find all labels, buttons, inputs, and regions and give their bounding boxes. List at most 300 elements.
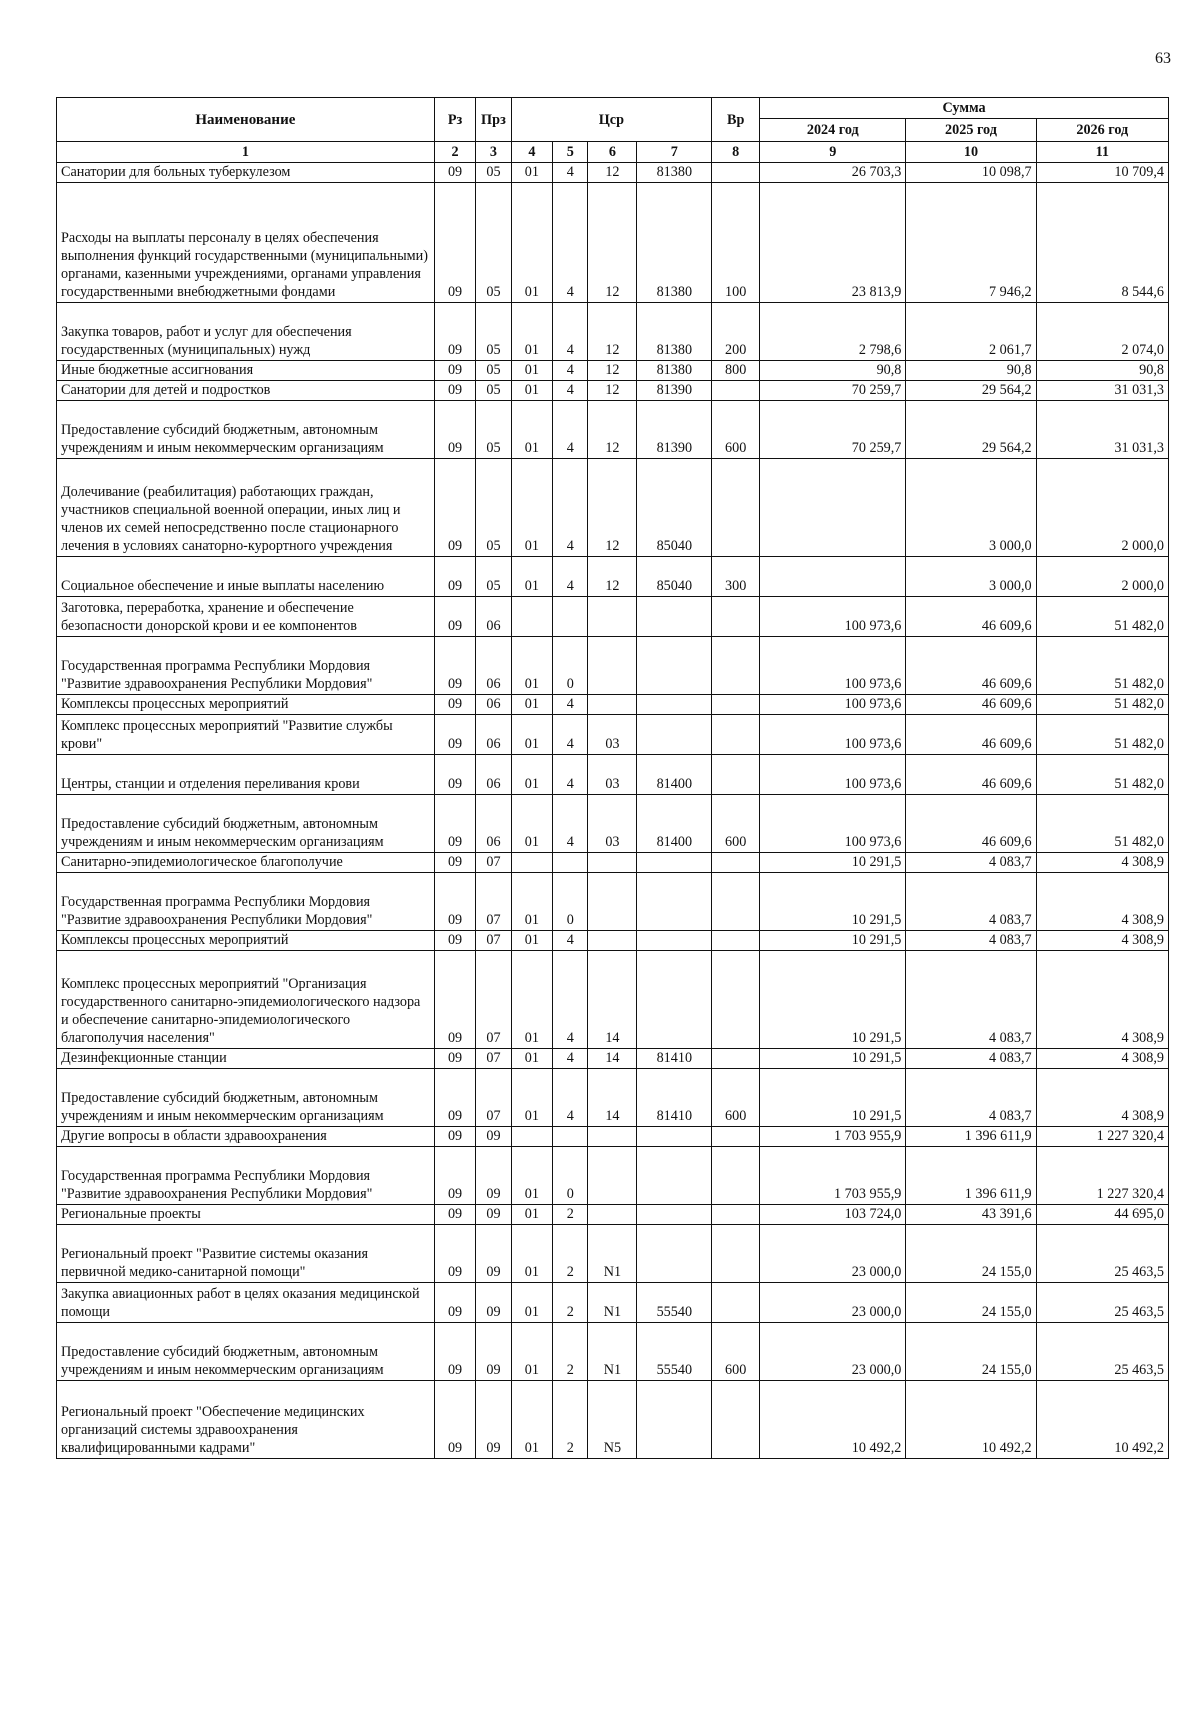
row-csr-subprogram: 03	[588, 715, 637, 755]
row-amount-2025: 90,8	[906, 361, 1036, 381]
row-csr-subprogram: 03	[588, 795, 637, 853]
row-amount-2024: 100 973,6	[760, 695, 906, 715]
row-name: Долечивание (реабилитация) работающих граждан, участников специальной военной операции, иных лиц и членов их семей непосредственно после стационарного лечения в условиях санаторно-курортного учреждения	[57, 459, 435, 557]
row-vr	[712, 381, 760, 401]
row-vr	[712, 715, 760, 755]
row-vr	[712, 163, 760, 183]
row-vr: 600	[712, 1323, 760, 1381]
row-rz: 09	[434, 1225, 476, 1283]
row-csr-type: 4	[553, 163, 588, 183]
row-rz: 09	[434, 597, 476, 637]
table-row	[57, 755, 1169, 795]
row-csr-program: 01	[511, 1069, 553, 1127]
header-2024: 2024 год	[760, 119, 906, 142]
row-amount-2026: 4 308,9	[1036, 951, 1168, 1049]
row-amount-2024: 10 492,2	[760, 1381, 906, 1459]
row-prz: 05	[476, 459, 511, 557]
row-amount-2024: 1 703 955,9	[760, 1147, 906, 1205]
row-amount-2026: 90,8	[1036, 361, 1168, 381]
row-csr-subprogram	[588, 931, 637, 951]
row-csr-subprogram: 14	[588, 951, 637, 1049]
row-amount-2024	[760, 459, 906, 557]
table-row	[57, 931, 1169, 951]
row-amount-2025: 3 000,0	[906, 459, 1036, 557]
row-name: Иные бюджетные ассигнования	[57, 361, 435, 381]
row-vr: 600	[712, 795, 760, 853]
row-csr-type: 4	[553, 951, 588, 1049]
row-csr-program: 01	[511, 755, 553, 795]
row-prz: 09	[476, 1127, 511, 1147]
header-prz: Прз	[476, 98, 511, 142]
row-amount-2024: 100 973,6	[760, 715, 906, 755]
row-amount-2024: 10 291,5	[760, 873, 906, 931]
page-number: 63	[1155, 50, 1171, 67]
row-csr-subprogram: 12	[588, 381, 637, 401]
row-name: Закупка товаров, работ и услуг для обеспечения государственных (муниципальных) нужд	[57, 303, 435, 361]
row-amount-2024: 1 703 955,9	[760, 1127, 906, 1147]
row-amount-2026: 2 000,0	[1036, 557, 1168, 597]
row-csr-type: 4	[553, 931, 588, 951]
row-csr-type: 4	[553, 381, 588, 401]
row-name: Государственная программа Республики Мордовия "Развитие здравоохранения Республики Мордовия"	[57, 1147, 435, 1205]
row-amount-2024	[760, 557, 906, 597]
row-csr-subprogram: N1	[588, 1225, 637, 1283]
row-vr	[712, 695, 760, 715]
row-rz: 09	[434, 1049, 476, 1069]
row-csr-type	[553, 597, 588, 637]
header-csr: Цср	[511, 98, 712, 142]
row-amount-2025: 1 396 611,9	[906, 1147, 1036, 1205]
header-name: Наименование	[57, 98, 435, 142]
row-csr-subprogram: 12	[588, 557, 637, 597]
row-amount-2026: 51 482,0	[1036, 715, 1168, 755]
column-number: 10	[906, 142, 1036, 163]
row-rz: 09	[434, 931, 476, 951]
row-prz: 07	[476, 931, 511, 951]
row-amount-2025: 1 396 611,9	[906, 1127, 1036, 1147]
row-name: Предоставление субсидий бюджетным, автономным учреждениям и иным некоммерческим организациям	[57, 401, 435, 459]
row-name: Предоставление субсидий бюджетным, автономным учреждениям и иным некоммерческим организациям	[57, 795, 435, 853]
table-row	[57, 951, 1169, 1049]
row-rz: 09	[434, 459, 476, 557]
header-vr: Вр	[712, 98, 760, 142]
row-name: Социальное обеспечение и иные выплаты населению	[57, 557, 435, 597]
row-amount-2026: 10 709,4	[1036, 163, 1168, 183]
row-name: Государственная программа Республики Мордовия "Развитие здравоохранения Республики Мордовия"	[57, 873, 435, 931]
table-row	[57, 1069, 1169, 1127]
row-name: Санатории для детей и подростков	[57, 381, 435, 401]
row-csr-subprogram	[588, 1147, 637, 1205]
row-csr-program	[511, 597, 553, 637]
row-vr	[712, 597, 760, 637]
column-number: 5	[553, 142, 588, 163]
row-csr-type: 4	[553, 715, 588, 755]
row-name: Региональный проект "Развитие системы оказания первичной медико-санитарной помощи"	[57, 1225, 435, 1283]
row-prz: 09	[476, 1283, 511, 1323]
row-amount-2025: 2 061,7	[906, 303, 1036, 361]
row-amount-2025: 46 609,6	[906, 715, 1036, 755]
row-vr	[712, 931, 760, 951]
row-amount-2026: 4 308,9	[1036, 1069, 1168, 1127]
row-vr	[712, 1381, 760, 1459]
row-csr-program: 01	[511, 381, 553, 401]
row-csr-direction	[637, 637, 712, 695]
row-amount-2026: 51 482,0	[1036, 755, 1168, 795]
row-csr-program: 01	[511, 1049, 553, 1069]
table-row	[57, 361, 1169, 381]
row-csr-direction: 81390	[637, 381, 712, 401]
row-csr-type: 4	[553, 361, 588, 381]
row-prz: 06	[476, 597, 511, 637]
row-amount-2025: 46 609,6	[906, 755, 1036, 795]
header-sum: Сумма	[760, 98, 1169, 119]
header-2025: 2025 год	[906, 119, 1036, 142]
row-amount-2026: 1 227 320,4	[1036, 1127, 1168, 1147]
row-csr-type: 2	[553, 1283, 588, 1323]
row-vr	[712, 1049, 760, 1069]
table-row	[57, 1127, 1169, 1147]
column-number: 1	[57, 142, 435, 163]
row-csr-direction: 81390	[637, 401, 712, 459]
row-csr-subprogram	[588, 597, 637, 637]
row-rz: 09	[434, 557, 476, 597]
row-amount-2026: 31 031,3	[1036, 381, 1168, 401]
row-csr-subprogram: 12	[588, 459, 637, 557]
row-name: Комплекс процессных мероприятий "Организация государственного санитарно-эпидемиологического надзора и обеспечение санитарно-эпидемиологического благополучия населения"	[57, 951, 435, 1049]
column-number: 2	[434, 142, 476, 163]
row-amount-2024: 70 259,7	[760, 401, 906, 459]
row-csr-subprogram: 12	[588, 361, 637, 381]
row-csr-subprogram: 12	[588, 183, 637, 303]
row-prz: 05	[476, 303, 511, 361]
row-prz: 09	[476, 1225, 511, 1283]
row-vr: 600	[712, 401, 760, 459]
row-csr-subprogram	[588, 1127, 637, 1147]
table-row	[57, 303, 1169, 361]
row-csr-subprogram: 14	[588, 1069, 637, 1127]
row-csr-program: 01	[511, 1147, 553, 1205]
table-row	[57, 183, 1169, 303]
row-csr-type: 4	[553, 401, 588, 459]
row-rz: 09	[434, 1069, 476, 1127]
row-csr-program: 01	[511, 1323, 553, 1381]
row-amount-2024: 100 973,6	[760, 597, 906, 637]
row-csr-type: 0	[553, 873, 588, 931]
row-csr-type: 4	[553, 303, 588, 361]
row-amount-2026: 31 031,3	[1036, 401, 1168, 459]
row-csr-direction	[637, 597, 712, 637]
column-number: 6	[588, 142, 637, 163]
row-prz: 05	[476, 183, 511, 303]
row-csr-direction: 81380	[637, 361, 712, 381]
row-amount-2024: 10 291,5	[760, 931, 906, 951]
row-csr-type	[553, 1127, 588, 1147]
row-csr-subprogram: 14	[588, 1049, 637, 1069]
row-csr-type: 4	[553, 695, 588, 715]
row-amount-2024: 10 291,5	[760, 853, 906, 873]
row-amount-2025: 46 609,6	[906, 637, 1036, 695]
table-row	[57, 715, 1169, 755]
row-vr	[712, 951, 760, 1049]
row-csr-direction: 81380	[637, 303, 712, 361]
row-vr	[712, 1127, 760, 1147]
row-amount-2025: 46 609,6	[906, 695, 1036, 715]
row-name: Региональный проект "Обеспечение медицинских организаций системы здравоохранения квалифицированными кадрами"	[57, 1381, 435, 1459]
row-csr-direction: 81380	[637, 163, 712, 183]
row-rz: 09	[434, 1381, 476, 1459]
row-amount-2025: 24 155,0	[906, 1323, 1036, 1381]
row-name: Санитарно-эпидемиологическое благополучие	[57, 853, 435, 873]
row-csr-direction: 85040	[637, 557, 712, 597]
row-vr	[712, 1147, 760, 1205]
row-csr-program: 01	[511, 873, 553, 931]
row-csr-subprogram: N5	[588, 1381, 637, 1459]
row-amount-2026: 1 227 320,4	[1036, 1147, 1168, 1205]
row-name: Закупка авиационных работ в целях оказания медицинской помощи	[57, 1283, 435, 1323]
row-csr-type: 4	[553, 1049, 588, 1069]
row-csr-subprogram	[588, 1205, 637, 1225]
table-row	[57, 401, 1169, 459]
row-amount-2026: 4 308,9	[1036, 1049, 1168, 1069]
column-number: 7	[637, 142, 712, 163]
row-csr-program: 01	[511, 557, 553, 597]
row-csr-subprogram	[588, 637, 637, 695]
row-csr-subprogram: 12	[588, 303, 637, 361]
row-vr	[712, 873, 760, 931]
row-rz: 09	[434, 401, 476, 459]
row-csr-type: 2	[553, 1205, 588, 1225]
table-header	[57, 98, 1169, 163]
row-csr-direction	[637, 873, 712, 931]
row-csr-program: 01	[511, 401, 553, 459]
row-amount-2025: 10 098,7	[906, 163, 1036, 183]
row-vr	[712, 1225, 760, 1283]
row-csr-program: 01	[511, 931, 553, 951]
row-rz: 09	[434, 755, 476, 795]
row-csr-direction	[637, 931, 712, 951]
row-csr-subprogram: N1	[588, 1323, 637, 1381]
row-rz: 09	[434, 381, 476, 401]
row-csr-type: 4	[553, 557, 588, 597]
row-vr	[712, 1205, 760, 1225]
row-amount-2026: 4 308,9	[1036, 873, 1168, 931]
row-csr-program: 01	[511, 1283, 553, 1323]
row-csr-program	[511, 853, 553, 873]
row-csr-direction: 85040	[637, 459, 712, 557]
row-amount-2025: 24 155,0	[906, 1225, 1036, 1283]
row-csr-program: 01	[511, 163, 553, 183]
row-csr-direction	[637, 1225, 712, 1283]
row-csr-type: 4	[553, 1069, 588, 1127]
row-amount-2026: 8 544,6	[1036, 183, 1168, 303]
table-row	[57, 1225, 1169, 1283]
row-csr-program: 01	[511, 715, 553, 755]
row-csr-type: 2	[553, 1381, 588, 1459]
table-row	[57, 1049, 1169, 1069]
row-csr-subprogram	[588, 853, 637, 873]
row-rz: 09	[434, 303, 476, 361]
table-row	[57, 1147, 1169, 1205]
column-number: 8	[712, 142, 760, 163]
row-amount-2024: 2 798,6	[760, 303, 906, 361]
row-amount-2024: 10 291,5	[760, 1069, 906, 1127]
row-csr-type: 4	[553, 183, 588, 303]
row-csr-direction	[637, 1381, 712, 1459]
table-row	[57, 557, 1169, 597]
row-amount-2026: 51 482,0	[1036, 795, 1168, 853]
header-rz: Рз	[434, 98, 476, 142]
row-amount-2024: 23 000,0	[760, 1283, 906, 1323]
row-prz: 09	[476, 1147, 511, 1205]
table-row	[57, 381, 1169, 401]
row-vr	[712, 853, 760, 873]
row-csr-direction: 81400	[637, 795, 712, 853]
row-name: Заготовка, переработка, хранение и обеспечение безопасности донорской крови и ее компонентов	[57, 597, 435, 637]
row-csr-program: 01	[511, 1381, 553, 1459]
row-csr-program: 01	[511, 459, 553, 557]
table-row	[57, 163, 1169, 183]
column-number: 3	[476, 142, 511, 163]
row-csr-program: 01	[511, 1205, 553, 1225]
table-row	[57, 873, 1169, 931]
row-rz: 09	[434, 1127, 476, 1147]
row-rz: 09	[434, 853, 476, 873]
row-amount-2026: 44 695,0	[1036, 1205, 1168, 1225]
row-amount-2025: 29 564,2	[906, 381, 1036, 401]
row-amount-2025: 43 391,6	[906, 1205, 1036, 1225]
row-prz: 07	[476, 873, 511, 931]
row-amount-2024: 10 291,5	[760, 1049, 906, 1069]
row-rz: 09	[434, 1147, 476, 1205]
row-vr	[712, 637, 760, 695]
row-amount-2025: 29 564,2	[906, 401, 1036, 459]
row-name: Комплексы процессных мероприятий	[57, 695, 435, 715]
row-name: Предоставление субсидий бюджетным, автономным учреждениям и иным некоммерческим организациям	[57, 1069, 435, 1127]
column-number: 9	[760, 142, 906, 163]
row-prz: 07	[476, 1069, 511, 1127]
row-csr-type: 4	[553, 459, 588, 557]
row-amount-2026: 2 000,0	[1036, 459, 1168, 557]
row-csr-subprogram: 12	[588, 163, 637, 183]
table-row	[57, 637, 1169, 695]
table-row	[57, 795, 1169, 853]
row-csr-type: 2	[553, 1225, 588, 1283]
table-row	[57, 459, 1169, 557]
row-amount-2024: 90,8	[760, 361, 906, 381]
table-row	[57, 853, 1169, 873]
row-csr-type: 4	[553, 795, 588, 853]
row-name: Комплексы процессных мероприятий	[57, 931, 435, 951]
row-csr-program: 01	[511, 1225, 553, 1283]
row-csr-program: 01	[511, 795, 553, 853]
row-vr: 200	[712, 303, 760, 361]
row-amount-2024: 26 703,3	[760, 163, 906, 183]
row-amount-2024: 100 973,6	[760, 755, 906, 795]
row-prz: 06	[476, 755, 511, 795]
row-amount-2024: 23 000,0	[760, 1323, 906, 1381]
row-amount-2025: 4 083,7	[906, 931, 1036, 951]
row-name: Санатории для больных туберкулезом	[57, 163, 435, 183]
row-prz: 09	[476, 1381, 511, 1459]
row-csr-direction: 81380	[637, 183, 712, 303]
row-amount-2025: 10 492,2	[906, 1381, 1036, 1459]
row-prz: 05	[476, 163, 511, 183]
row-amount-2024: 100 973,6	[760, 637, 906, 695]
row-csr-subprogram: 03	[588, 755, 637, 795]
row-csr-direction: 55540	[637, 1283, 712, 1323]
row-csr-type: 0	[553, 1147, 588, 1205]
row-amount-2024: 100 973,6	[760, 795, 906, 853]
row-name: Расходы на выплаты персоналу в целях обеспечения выполнения функций государственными (муниципальными) органами, казенными учреждениями, органами управления государственными внебюджетными фондами	[57, 183, 435, 303]
row-amount-2025: 46 609,6	[906, 795, 1036, 853]
budget-table	[56, 97, 1169, 1459]
row-name: Комплекс процессных мероприятий "Развитие службы крови"	[57, 715, 435, 755]
row-prz: 05	[476, 557, 511, 597]
row-amount-2025: 3 000,0	[906, 557, 1036, 597]
row-prz: 07	[476, 951, 511, 1049]
row-rz: 09	[434, 637, 476, 695]
row-csr-type: 0	[553, 637, 588, 695]
row-amount-2026: 25 463,5	[1036, 1225, 1168, 1283]
row-csr-direction: 81400	[637, 755, 712, 795]
row-amount-2025: 4 083,7	[906, 853, 1036, 873]
row-prz: 05	[476, 381, 511, 401]
row-csr-direction	[637, 853, 712, 873]
row-rz: 09	[434, 183, 476, 303]
row-rz: 09	[434, 795, 476, 853]
row-rz: 09	[434, 1205, 476, 1225]
row-csr-program: 01	[511, 951, 553, 1049]
row-amount-2026: 4 308,9	[1036, 853, 1168, 873]
row-prz: 07	[476, 1049, 511, 1069]
row-csr-program: 01	[511, 183, 553, 303]
row-csr-direction	[637, 715, 712, 755]
row-rz: 09	[434, 163, 476, 183]
row-prz: 06	[476, 715, 511, 755]
row-rz: 09	[434, 951, 476, 1049]
row-amount-2024: 103 724,0	[760, 1205, 906, 1225]
row-csr-type: 2	[553, 1323, 588, 1381]
row-csr-type	[553, 853, 588, 873]
row-amount-2026: 2 074,0	[1036, 303, 1168, 361]
row-rz: 09	[434, 695, 476, 715]
row-amount-2025: 4 083,7	[906, 951, 1036, 1049]
row-vr: 800	[712, 361, 760, 381]
table-row	[57, 1323, 1169, 1381]
row-csr-subprogram: 12	[588, 401, 637, 459]
row-prz: 07	[476, 853, 511, 873]
header-2026: 2026 год	[1036, 119, 1168, 142]
table-body	[57, 163, 1169, 1459]
row-rz: 09	[434, 873, 476, 931]
row-csr-direction: 81410	[637, 1069, 712, 1127]
table-row	[57, 695, 1169, 715]
row-amount-2026: 25 463,5	[1036, 1323, 1168, 1381]
column-numbers-row	[57, 142, 1169, 163]
row-csr-program: 01	[511, 303, 553, 361]
table-row	[57, 1205, 1169, 1225]
row-prz: 09	[476, 1323, 511, 1381]
row-vr: 100	[712, 183, 760, 303]
row-vr: 600	[712, 1069, 760, 1127]
row-amount-2026: 25 463,5	[1036, 1283, 1168, 1323]
row-name: Дезинфекционные станции	[57, 1049, 435, 1069]
row-vr	[712, 755, 760, 795]
row-csr-direction	[637, 951, 712, 1049]
row-csr-subprogram	[588, 873, 637, 931]
row-prz: 06	[476, 795, 511, 853]
row-csr-direction	[637, 1205, 712, 1225]
